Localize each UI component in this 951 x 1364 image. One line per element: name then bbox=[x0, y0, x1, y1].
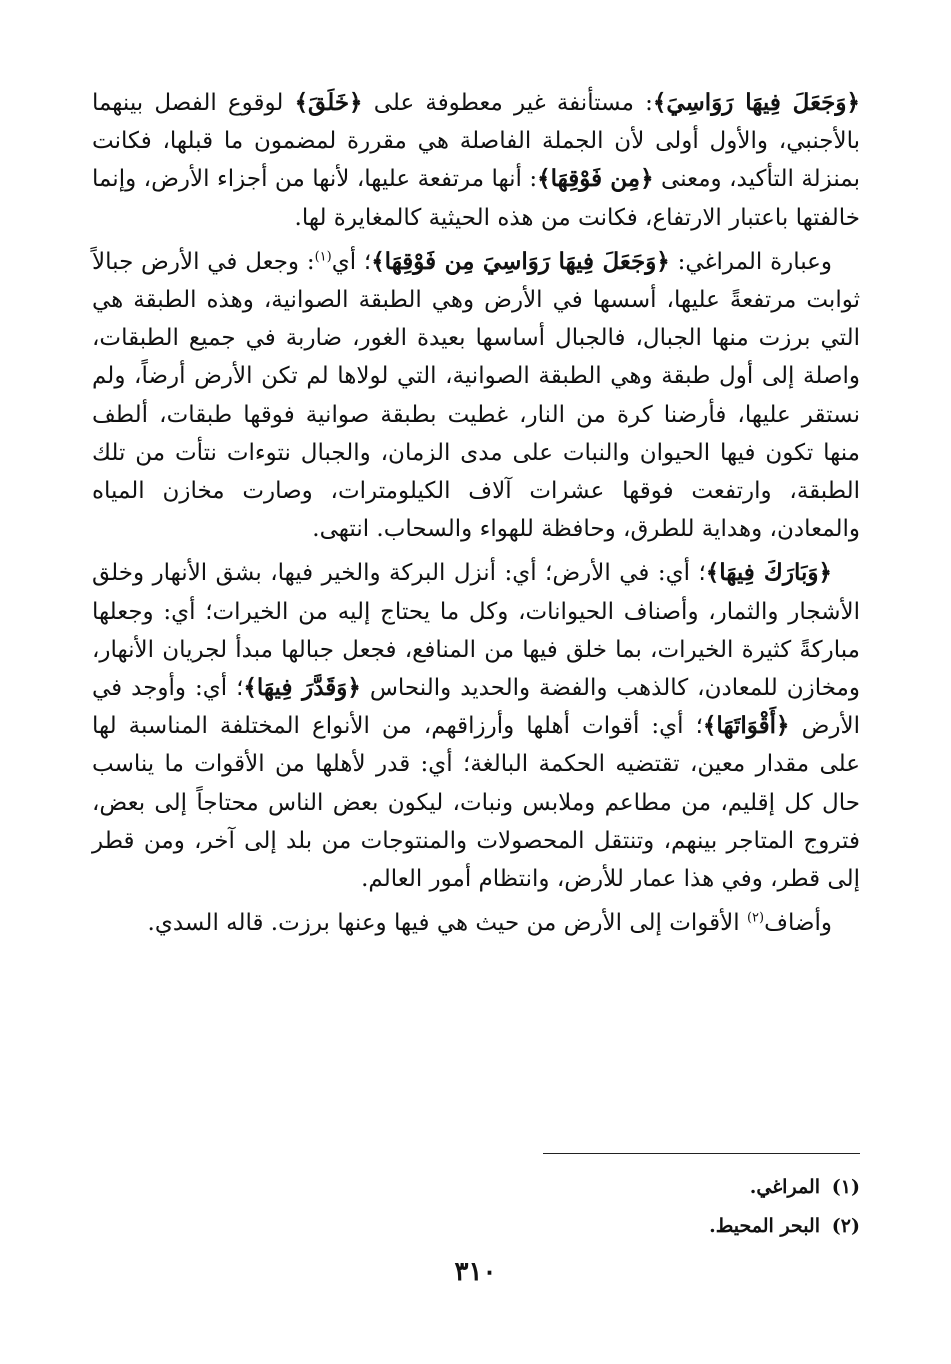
p4-text-1: وأضاف bbox=[764, 910, 832, 937]
p3-text-1: ؛ أي: في الأرض؛ أي: أنزل البركة والخير فيها، بشق الأنهار وخلق الأشجار والثمار، وأصناف الحيوانات، وكل ما يحتاج إليه من الخيرات؛ أي: وجعلها مباركةً كثيرة الخيرات، بما خلق فيها من المنافع، فجعل جبالها مبدأ لجريان الأنهار، ومخازن للمعادن، كالذهب والفضة والحديد والنحاس bbox=[92, 560, 860, 702]
footnotes bbox=[709, 1168, 860, 1246]
p3-quran-2: ﴿وَقَدَّرَ فِيهَا﴾ bbox=[243, 674, 361, 702]
p2-text-3: : وجعل في الأرض جبالاً ثوابت مرتفعةً عليها، أسسها في الأرض وهي الطبقة الصوانية، وهذه الطبقة هي التي برزت منها الجبال، فالجبال أساسها بعيدة الغور، ضاربة في جميع الطبقات، واصلة إلى أول طبقة وهي الطبقة الصوانية، التي لولاها لم تكن الأرض أرضاً، ولم نستقر عليها، فأرضنا كرة من النار، غطيت بطبقة صوانية فوقها طبقات، ألطف منها تكون فيها الحيوان والنبات على مدى الزمان، والجبال نتوءات نتأت من تلك الطبقة، وارتفعت فوقها عشرات آلاف الكيلومترات، وصارت مخازن المياه والمعادن، وهداية للطرق، وحافظة للهواء والسحاب. انتهى. bbox=[92, 248, 860, 543]
footnote-1-number: (١) bbox=[831, 1176, 860, 1198]
paragraph-1 bbox=[92, 84, 860, 237]
p3-quran-3: ﴿أَقْوَاتَهَا﴾ bbox=[702, 712, 790, 740]
page-body bbox=[92, 84, 860, 942]
p1-text-2: لوقوع الفصل بينهما بالأجنبي، والأول أولى لأن الجملة الفاصلة هي مقررة لمضمون ما قبلها، فكانت بمنزلة التأكيد، ومعنى bbox=[92, 90, 860, 193]
paragraph-2 bbox=[92, 243, 860, 549]
p2-text-2: ؛ أي bbox=[331, 248, 372, 275]
page-number: ٣١٠ bbox=[454, 1257, 497, 1287]
p4-text-2: الأقوات إلى الأرض من حيث هي فيها وعنها برزت. قاله السدي. bbox=[147, 910, 747, 937]
p1-quran-1: ﴿وَجَعَلَ فِيهَا رَوَاسِيَ﴾ bbox=[652, 89, 860, 116]
footnote-2 bbox=[709, 1207, 860, 1246]
footnote-1-text: المراغي. bbox=[749, 1176, 820, 1198]
paragraph-4 bbox=[92, 904, 860, 942]
footnote-separator bbox=[543, 1153, 860, 1154]
footnote-ref-1: (١) bbox=[314, 249, 332, 265]
p2-quran-1: ﴿وَجَعَلَ فِيهَا رَوَاسِيَ مِن فَوْقِهَا﴾ bbox=[371, 247, 670, 275]
footnote-1 bbox=[709, 1168, 860, 1207]
paragraph-3 bbox=[92, 554, 860, 898]
p1-text-3: : أنها مرتفعة عليها، لأنها من أجزاء الأرض، وإنما خالفتها باعتبار الارتفاع، فكانت من هذه الحيثية كالمغايرة لها. bbox=[92, 166, 860, 231]
footnote-2-text: البحر المحيط. bbox=[709, 1215, 820, 1237]
p1-quran-2: ﴿خَلَقَ﴾ bbox=[294, 89, 363, 116]
p1-text-1: : مستأنفة غير معطوفة على bbox=[362, 90, 653, 116]
p3-text-3: ؛ أي: أقوات أهلها وأرزاقهم، من الأنواع المختلفة المناسبة لها على مقدار معين، تقتضيه الحكمة البالغة؛ أي: قدر لأهلها من الأقوات ما يناسب حال كل إقليم، من مطاعم وملابس ونبات، ليكون بعض الناس محتاجاً إلى بعض، فتروج المتاجر بينهم، وتنتقل المحصولات والمنتوجات من بلد إلى آخر، ومن قطر إلى قطر، وفي هذا عمار للأرض، وانتظام أمور العالم. bbox=[92, 713, 860, 893]
p3-text-2: ؛ أي: وأوجد في الأرض bbox=[92, 675, 860, 740]
p1-quran-3: ﴿مِن فَوْقِهَا﴾ bbox=[537, 165, 654, 193]
footnote-ref-2: (٢) bbox=[746, 910, 765, 926]
p2-text-1: وعبارة المراغي: bbox=[669, 248, 833, 275]
p3-quran-1: ﴿وَبَارَكَ فِيهَا﴾ bbox=[705, 559, 832, 587]
footnote-2-number: (٢) bbox=[831, 1215, 860, 1237]
